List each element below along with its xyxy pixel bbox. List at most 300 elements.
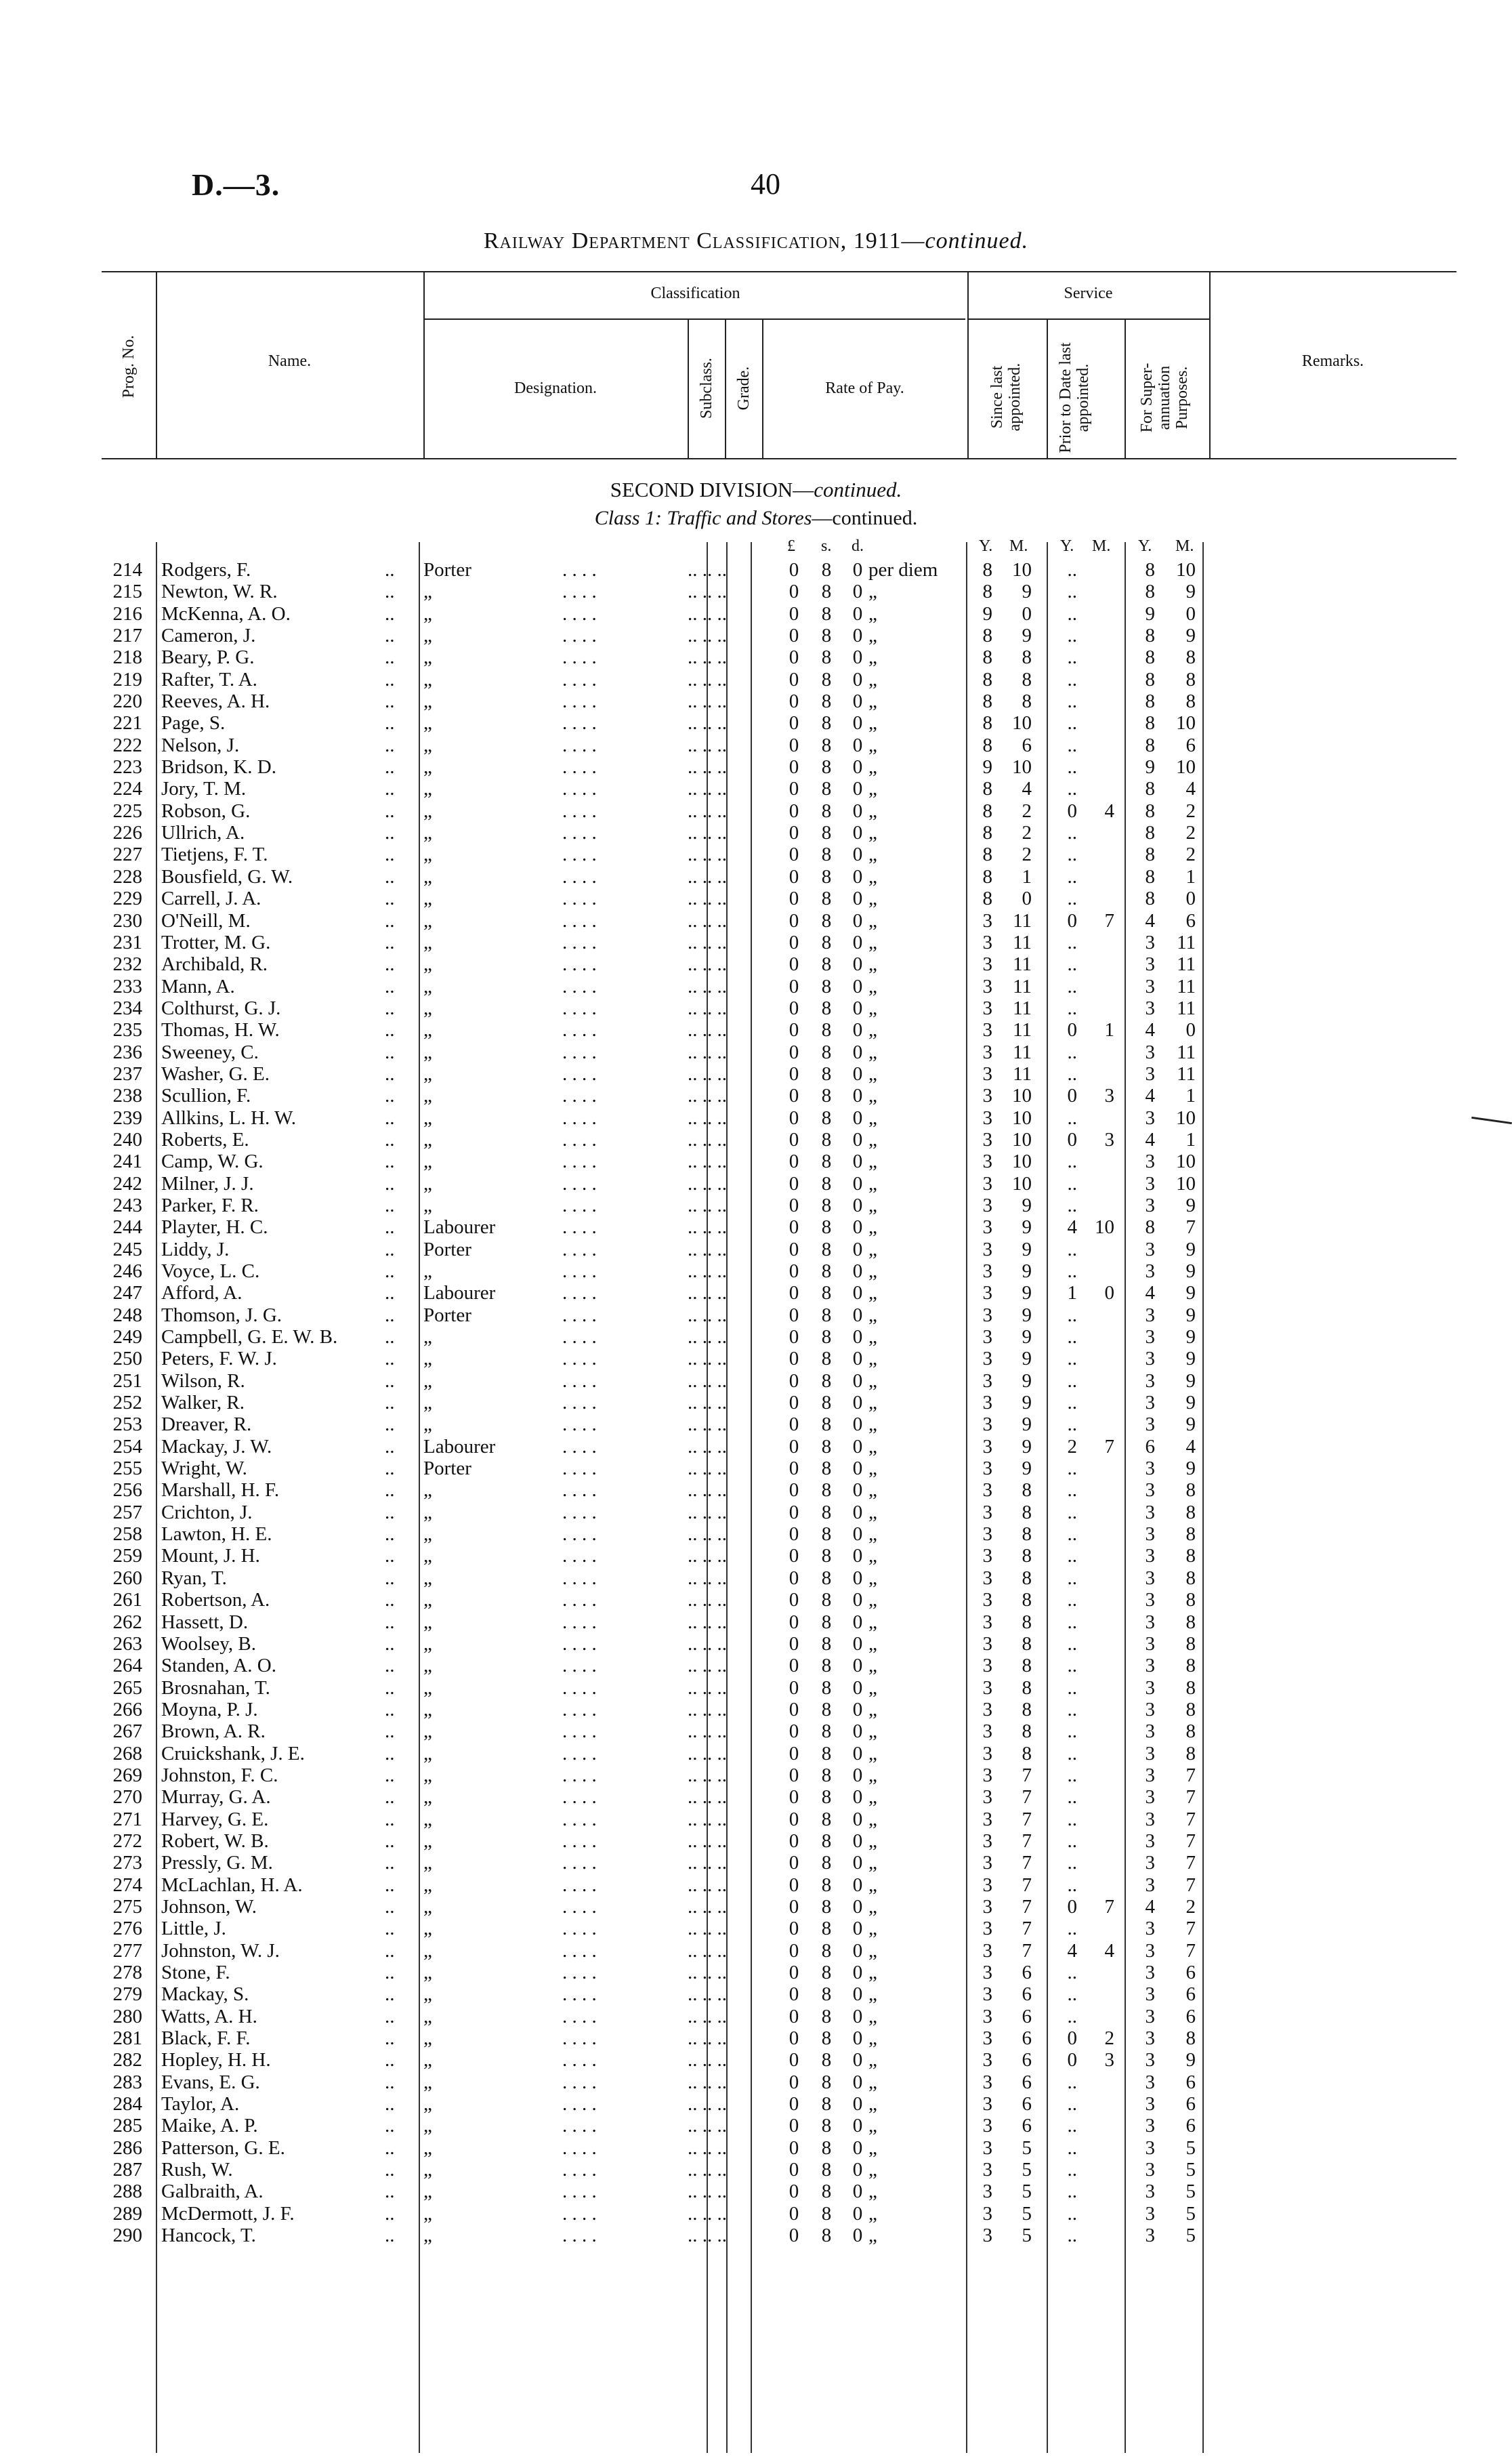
prior-months-cell: 7 (1104, 1435, 1114, 1458)
rate-per-cell: „ (868, 1611, 877, 1633)
prog-no-cell: 230 (112, 909, 142, 932)
designation-leader: . . . . (562, 1764, 597, 1786)
table-row (0, 1436, 1512, 1458)
rate-pence-cell: 0 (852, 1128, 863, 1151)
rate-shillings-cell: 8 (821, 646, 832, 669)
grade-leader: .. .. .. (688, 581, 727, 603)
name-cell: Patterson, G. E. (161, 2136, 285, 2159)
since-years-cell: 3 (982, 1369, 992, 1392)
designation-leader: . . . . (562, 1545, 597, 1567)
rate-per-cell: „ (868, 1413, 877, 1436)
since-months-cell: 9 (1022, 1216, 1032, 1239)
super-months-cell: 7 (1185, 1808, 1196, 1830)
rate-pence-cell: 0 (852, 1918, 863, 1940)
table-row (0, 646, 1512, 668)
super-years-cell: 3 (1145, 1041, 1155, 1063)
since-years-cell: 8 (982, 690, 992, 713)
since-months-cell: 10 (1012, 559, 1032, 581)
since-years-cell: 3 (982, 1874, 992, 1896)
super-years-cell: 3 (1145, 1304, 1155, 1326)
designation-cell: „ (423, 1764, 432, 1786)
since-years-cell: 3 (982, 1085, 992, 1107)
prior-months-cell: 4 (1104, 800, 1114, 822)
since-months-cell: 8 (1022, 1479, 1032, 1502)
super-years-cell: 3 (1145, 1392, 1155, 1414)
rate-pounds-cell: 0 (789, 997, 799, 1019)
since-years-cell: 8 (982, 625, 992, 647)
since-months-cell: 7 (1022, 1895, 1032, 1918)
name-leader: .. (385, 1085, 395, 1107)
grade-leader: .. .. .. (688, 1369, 727, 1392)
name-leader: .. (385, 1216, 395, 1239)
table-row (0, 910, 1512, 932)
since-years-cell: 3 (982, 1151, 992, 1173)
rate-per-cell: „ (868, 1172, 877, 1195)
super-years-cell: 8 (1145, 800, 1155, 822)
rate-shillings-cell: 8 (821, 1326, 832, 1348)
designation-leader: . . . . (562, 1392, 597, 1414)
rate-pence-cell: 0 (852, 1523, 863, 1546)
rate-shillings-cell: 8 (821, 712, 832, 735)
designation-cell: „ (423, 888, 432, 910)
prior-years-cell: 4 (1067, 1216, 1077, 1239)
name-leader: .. (385, 2159, 395, 2181)
rate-per-cell: „ (868, 1567, 877, 1589)
rate-pence-cell: 0 (852, 581, 863, 603)
rate-shillings-cell: 8 (821, 1479, 832, 1502)
rate-pounds-cell: 0 (789, 2005, 799, 2027)
rate-pence-cell: 0 (852, 1216, 863, 1239)
rate-shillings-cell: 8 (821, 1962, 832, 1983)
designation-leader: . . . . (562, 2115, 597, 2137)
super-months-cell: 8 (1185, 1632, 1196, 1655)
rate-pounds-cell: 0 (789, 1304, 799, 1326)
rate-pounds-cell: 0 (789, 1085, 799, 1107)
since-months-cell: 9 (1022, 1392, 1032, 1414)
unit-month-2: M. (1092, 537, 1111, 555)
name-leader: .. (385, 888, 395, 910)
rate-shillings-cell: 8 (821, 1369, 832, 1392)
prog-no-cell: 238 (112, 1085, 142, 1107)
name-leader: .. (385, 1019, 395, 1041)
rate-shillings-cell: 8 (821, 1918, 832, 1940)
rate-shillings-cell: 8 (821, 2225, 832, 2247)
name-cell: Lawton, H. E. (161, 1523, 272, 1546)
prior-years-cell: .. (1067, 1062, 1077, 1085)
name-cell: Robson, G. (161, 800, 251, 822)
prior-years-cell: .. (1067, 1151, 1077, 1173)
designation-leader: . . . . (562, 1698, 597, 1720)
table-row (0, 1129, 1512, 1151)
name-cell: Watts, A. H. (161, 2005, 257, 2027)
rate-pounds-cell: 0 (789, 1479, 799, 1502)
since-years-cell: 3 (982, 931, 992, 953)
since-years-cell: 3 (982, 1282, 992, 1304)
rate-pence-cell: 0 (852, 1041, 863, 1063)
prior-years-cell: .. (1067, 581, 1077, 603)
table-row (0, 1655, 1512, 1676)
designation-leader: . . . . (562, 2202, 597, 2225)
since-years-cell: 3 (982, 1041, 992, 1063)
super-years-cell: 3 (1145, 1172, 1155, 1195)
designation-cell: „ (423, 2093, 432, 2115)
name-cell: Cameron, J. (161, 625, 256, 647)
super-years-cell: 8 (1145, 625, 1155, 647)
super-years-cell: 3 (1145, 1786, 1155, 1809)
prog-no-cell: 247 (112, 1282, 142, 1304)
super-years-cell: 3 (1145, 2159, 1155, 2181)
designation-leader: . . . . (562, 800, 597, 822)
since-months-cell: 10 (1012, 1172, 1032, 1195)
grade-leader: .. .. .. (688, 2027, 727, 2050)
super-years-cell: 3 (1145, 1632, 1155, 1655)
rate-shillings-cell: 8 (821, 1107, 832, 1129)
rate-pounds-cell: 0 (789, 756, 799, 779)
since-years-cell: 8 (982, 822, 992, 844)
name-leader: .. (385, 1128, 395, 1151)
rate-pence-cell: 0 (852, 756, 863, 779)
name-cell: McKenna, A. O. (161, 602, 291, 625)
super-months-cell: 7 (1185, 1786, 1196, 1809)
rate-per-cell: „ (868, 909, 877, 932)
rate-pounds-cell: 0 (789, 1567, 799, 1589)
name-leader: .. (385, 1962, 395, 1983)
table-row (0, 1151, 1512, 1172)
prior-years-cell: .. (1067, 602, 1077, 625)
designation-cell: „ (423, 2027, 432, 2050)
since-months-cell: 9 (1022, 1238, 1032, 1260)
prior-years-cell: .. (1067, 1260, 1077, 1282)
designation-cell: „ (423, 909, 432, 932)
name-leader: .. (385, 1786, 395, 1809)
super-years-cell: 3 (1145, 1611, 1155, 1633)
grade-leader: .. .. .. (688, 1676, 727, 1699)
rate-shillings-cell: 8 (821, 931, 832, 953)
rate-pounds-cell: 0 (789, 1458, 799, 1480)
prior-years-cell: .. (1067, 1501, 1077, 1523)
super-years-cell: 3 (1145, 1326, 1155, 1348)
name-leader: .. (385, 1041, 395, 1063)
rate-per-cell: „ (868, 1326, 877, 1348)
prior-years-cell: .. (1067, 2115, 1077, 2137)
name-cell: O'Neill, M. (161, 909, 251, 932)
grade-leader: .. .. .. (688, 2071, 727, 2093)
rate-pounds-cell: 0 (789, 1874, 799, 1896)
rate-pence-cell: 0 (852, 2115, 863, 2137)
since-years-cell: 3 (982, 1764, 992, 1786)
rate-pence-cell: 0 (852, 1808, 863, 1830)
designation-leader: . . . . (562, 1348, 597, 1370)
since-years-cell: 3 (982, 975, 992, 997)
table-row (0, 1589, 1512, 1611)
name-leader: .. (385, 1939, 395, 1962)
rate-pence-cell: 0 (852, 800, 863, 822)
since-years-cell: 3 (982, 1260, 992, 1282)
super-months-cell: 10 (1176, 1151, 1196, 1173)
rate-per-cell: „ (868, 1128, 877, 1151)
designation-leader: . . . . (562, 712, 597, 735)
rate-pounds-cell: 0 (789, 1742, 799, 1764)
rate-pence-cell: 0 (852, 1939, 863, 1962)
prior-years-cell: .. (1067, 2202, 1077, 2225)
designation-leader: . . . . (562, 1151, 597, 1173)
super-months-cell: 8 (1185, 1742, 1196, 1764)
super-months-cell: 9 (1185, 1369, 1196, 1392)
rate-pence-cell: 0 (852, 822, 863, 844)
designation-cell: „ (423, 1151, 432, 1173)
prog-no-cell: 228 (112, 865, 142, 888)
grade-leader: .. .. .. (688, 668, 727, 690)
since-years-cell: 3 (982, 2027, 992, 2050)
grade-leader: .. .. .. (688, 2136, 727, 2159)
designation-cell: „ (423, 778, 432, 800)
prior-years-cell: .. (1067, 1632, 1077, 1655)
designation-cell: „ (423, 1655, 432, 1677)
super-months-cell: 4 (1185, 1435, 1196, 1458)
designation-leader: . . . . (562, 2181, 597, 2203)
table-row (0, 2225, 1512, 2246)
prog-no-cell: 236 (112, 1041, 142, 1063)
name-leader: .. (385, 1348, 395, 1370)
super-years-cell: 3 (1145, 2027, 1155, 2050)
rate-pounds-cell: 0 (789, 931, 799, 953)
grade-leader: .. .. .. (688, 1786, 727, 1809)
designation-cell: Labourer (423, 1282, 496, 1304)
prior-months-cell: 10 (1095, 1216, 1114, 1239)
prog-no-cell: 237 (112, 1062, 142, 1085)
super-months-cell: 11 (1177, 975, 1196, 997)
table-row (0, 1458, 1512, 1479)
table-row (0, 1392, 1512, 1413)
table-row (0, 559, 1512, 581)
super-years-cell: 3 (1145, 2181, 1155, 2203)
grade-leader: .. .. .. (688, 2225, 727, 2247)
header-service: Service (1064, 285, 1113, 302)
super-months-cell: 9 (1185, 1238, 1196, 1260)
name-cell: Moyna, P. J. (161, 1698, 258, 1720)
since-months-cell: 2 (1022, 822, 1032, 844)
since-years-cell: 3 (982, 1194, 992, 1216)
designation-leader: . . . . (562, 625, 597, 647)
super-years-cell: 3 (1145, 1501, 1155, 1523)
name-cell: Rush, W. (161, 2159, 233, 2181)
table-row (0, 1809, 1512, 1830)
rate-per-cell: „ (868, 1085, 877, 1107)
designation-cell: „ (423, 646, 432, 669)
rate-pence-cell: 0 (852, 2071, 863, 2093)
prog-no-cell: 234 (112, 997, 142, 1019)
prog-no-cell: 215 (112, 581, 142, 603)
grade-leader: .. .. .. (688, 1852, 727, 1874)
rate-per-cell: „ (868, 1458, 877, 1480)
rate-pounds-cell: 0 (789, 2049, 799, 2071)
since-months-cell: 8 (1022, 1655, 1032, 1677)
since-years-cell: 3 (982, 2225, 992, 2247)
rate-shillings-cell: 8 (821, 1720, 832, 1743)
name-leader: .. (385, 1369, 395, 1392)
rate-per-cell: „ (868, 2115, 877, 2137)
rate-pounds-cell: 0 (789, 1852, 799, 1874)
designation-cell: „ (423, 1567, 432, 1589)
name-cell: McLachlan, H. A. (161, 1874, 303, 1896)
rate-shillings-cell: 8 (821, 1676, 832, 1699)
name-cell: Ullrich, A. (161, 822, 245, 844)
table-row (0, 2203, 1512, 2225)
since-months-cell: 6 (1022, 2071, 1032, 2093)
rate-per-cell: „ (868, 1523, 877, 1546)
rate-pounds-cell: 0 (789, 2225, 799, 2247)
name-leader: .. (385, 581, 395, 603)
designation-cell: „ (423, 2049, 432, 2071)
super-months-cell: 8 (1185, 1720, 1196, 1743)
rate-pounds-cell: 0 (789, 1939, 799, 1962)
rate-pence-cell: 0 (852, 2159, 863, 2181)
since-months-cell: 7 (1022, 1874, 1032, 1896)
prog-no-cell: 240 (112, 1128, 142, 1151)
prog-no-cell: 285 (112, 2115, 142, 2137)
prog-no-cell: 223 (112, 756, 142, 779)
super-months-cell: 1 (1185, 1128, 1196, 1151)
rate-pence-cell: 0 (852, 1895, 863, 1918)
table-row (0, 1918, 1512, 1939)
rate-shillings-cell: 8 (821, 1172, 832, 1195)
super-years-cell: 8 (1145, 690, 1155, 713)
since-years-cell: 3 (982, 1611, 992, 1633)
since-years-cell: 3 (982, 1698, 992, 1720)
since-months-cell: 8 (1022, 1742, 1032, 1764)
rate-pence-cell: 0 (852, 1304, 863, 1326)
rate-pounds-cell: 0 (789, 844, 799, 866)
super-months-cell: 7 (1185, 1874, 1196, 1896)
since-months-cell: 8 (1022, 1567, 1032, 1589)
rate-per-cell: „ (868, 1062, 877, 1085)
super-months-cell: 11 (1177, 1041, 1196, 1063)
prior-years-cell: .. (1067, 690, 1077, 713)
prog-no-cell: 224 (112, 778, 142, 800)
prior-years-cell: .. (1067, 712, 1077, 735)
rate-per-cell: „ (868, 1786, 877, 1809)
super-months-cell: 5 (1185, 2181, 1196, 2203)
name-cell: McDermott, J. F. (161, 2202, 295, 2225)
table-row (0, 1720, 1512, 1742)
rate-pounds-cell: 0 (789, 1764, 799, 1786)
name-leader: .. (385, 822, 395, 844)
prog-no-cell: 251 (112, 1369, 142, 1392)
designation-cell: „ (423, 1808, 432, 1830)
rate-per-cell: „ (868, 1632, 877, 1655)
designation-cell: „ (423, 997, 432, 1019)
table-row (0, 976, 1512, 997)
rate-per-cell: „ (868, 953, 877, 976)
since-years-cell: 8 (982, 712, 992, 735)
rate-pence-cell: 0 (852, 646, 863, 669)
name-leader: .. (385, 1742, 395, 1764)
rate-shillings-cell: 8 (821, 2202, 832, 2225)
unit-year-2: Y. (1060, 537, 1074, 555)
name-leader: .. (385, 909, 395, 932)
since-months-cell: 10 (1012, 1128, 1032, 1151)
name-cell: Evans, E. G. (161, 2071, 260, 2093)
super-years-cell: 4 (1145, 1282, 1155, 1304)
rate-per-cell: „ (868, 602, 877, 625)
since-years-cell: 8 (982, 888, 992, 910)
designation-leader: . . . . (562, 1019, 597, 1041)
designation-cell: „ (423, 1589, 432, 1611)
title-continued: continued. (925, 228, 1029, 253)
rate-per-cell: per diem (868, 559, 938, 581)
since-years-cell: 3 (982, 2159, 992, 2181)
super-months-cell: 9 (1185, 1282, 1196, 1304)
grade-leader: .. .. .. (688, 1939, 727, 1962)
since-years-cell: 3 (982, 1939, 992, 1962)
rate-pence-cell: 0 (852, 1764, 863, 1786)
super-years-cell: 3 (1145, 2049, 1155, 2071)
super-months-cell: 10 (1176, 756, 1196, 779)
rate-pence-cell: 0 (852, 1655, 863, 1677)
rate-pence-cell: 0 (852, 778, 863, 800)
table-row (0, 1502, 1512, 1523)
grade-leader: .. .. .. (688, 1019, 727, 1041)
name-cell: Dreaver, R. (161, 1413, 252, 1436)
table-row (0, 1852, 1512, 1874)
header-subclass: Subclass. (698, 358, 715, 419)
since-months-cell: 7 (1022, 1764, 1032, 1786)
prog-no-cell: 255 (112, 1458, 142, 1480)
rate-pounds-cell: 0 (789, 2159, 799, 2181)
designation-cell: „ (423, 581, 432, 603)
name-cell: Colthurst, G. J. (161, 997, 281, 1019)
designation-cell: „ (423, 1107, 432, 1129)
since-months-cell: 8 (1022, 1523, 1032, 1546)
designation-leader: . . . . (562, 2049, 597, 2071)
prior-months-cell: 4 (1104, 1939, 1114, 1962)
rate-pence-cell: 0 (852, 1786, 863, 1809)
prog-no-cell: 220 (112, 690, 142, 713)
rate-pence-cell: 0 (852, 1983, 863, 2006)
name-leader: .. (385, 865, 395, 888)
rate-pounds-cell: 0 (789, 2202, 799, 2225)
super-years-cell: 3 (1145, 2136, 1155, 2159)
designation-leader: . . . . (562, 975, 597, 997)
name-leader: .. (385, 1918, 395, 1940)
rate-pounds-cell: 0 (789, 1589, 799, 1611)
rate-per-cell: „ (868, 1830, 877, 1852)
designation-leader: . . . . (562, 1676, 597, 1699)
prior-years-cell: .. (1067, 1808, 1077, 1830)
table-row (0, 756, 1512, 778)
prior-years-cell: .. (1067, 1918, 1077, 1940)
grade-leader: .. .. .. (688, 931, 727, 953)
rate-pounds-cell: 0 (789, 1632, 799, 1655)
rate-shillings-cell: 8 (821, 888, 832, 910)
super-months-cell: 7 (1185, 1939, 1196, 1962)
since-years-cell: 3 (982, 1852, 992, 1874)
rate-pence-cell: 0 (852, 975, 863, 997)
prog-no-cell: 263 (112, 1632, 142, 1655)
rate-shillings-cell: 8 (821, 800, 832, 822)
rate-per-cell: „ (868, 646, 877, 669)
prior-years-cell: .. (1067, 756, 1077, 779)
table-row (0, 1962, 1512, 1983)
prior-years-cell: 0 (1067, 1128, 1077, 1151)
rate-per-cell: „ (868, 997, 877, 1019)
prog-no-cell: 272 (112, 1830, 142, 1852)
rate-pounds-cell: 0 (789, 625, 799, 647)
name-leader: .. (385, 2181, 395, 2203)
designation-cell: „ (423, 1194, 432, 1216)
table-row (0, 800, 1512, 822)
name-leader: .. (385, 1282, 395, 1304)
